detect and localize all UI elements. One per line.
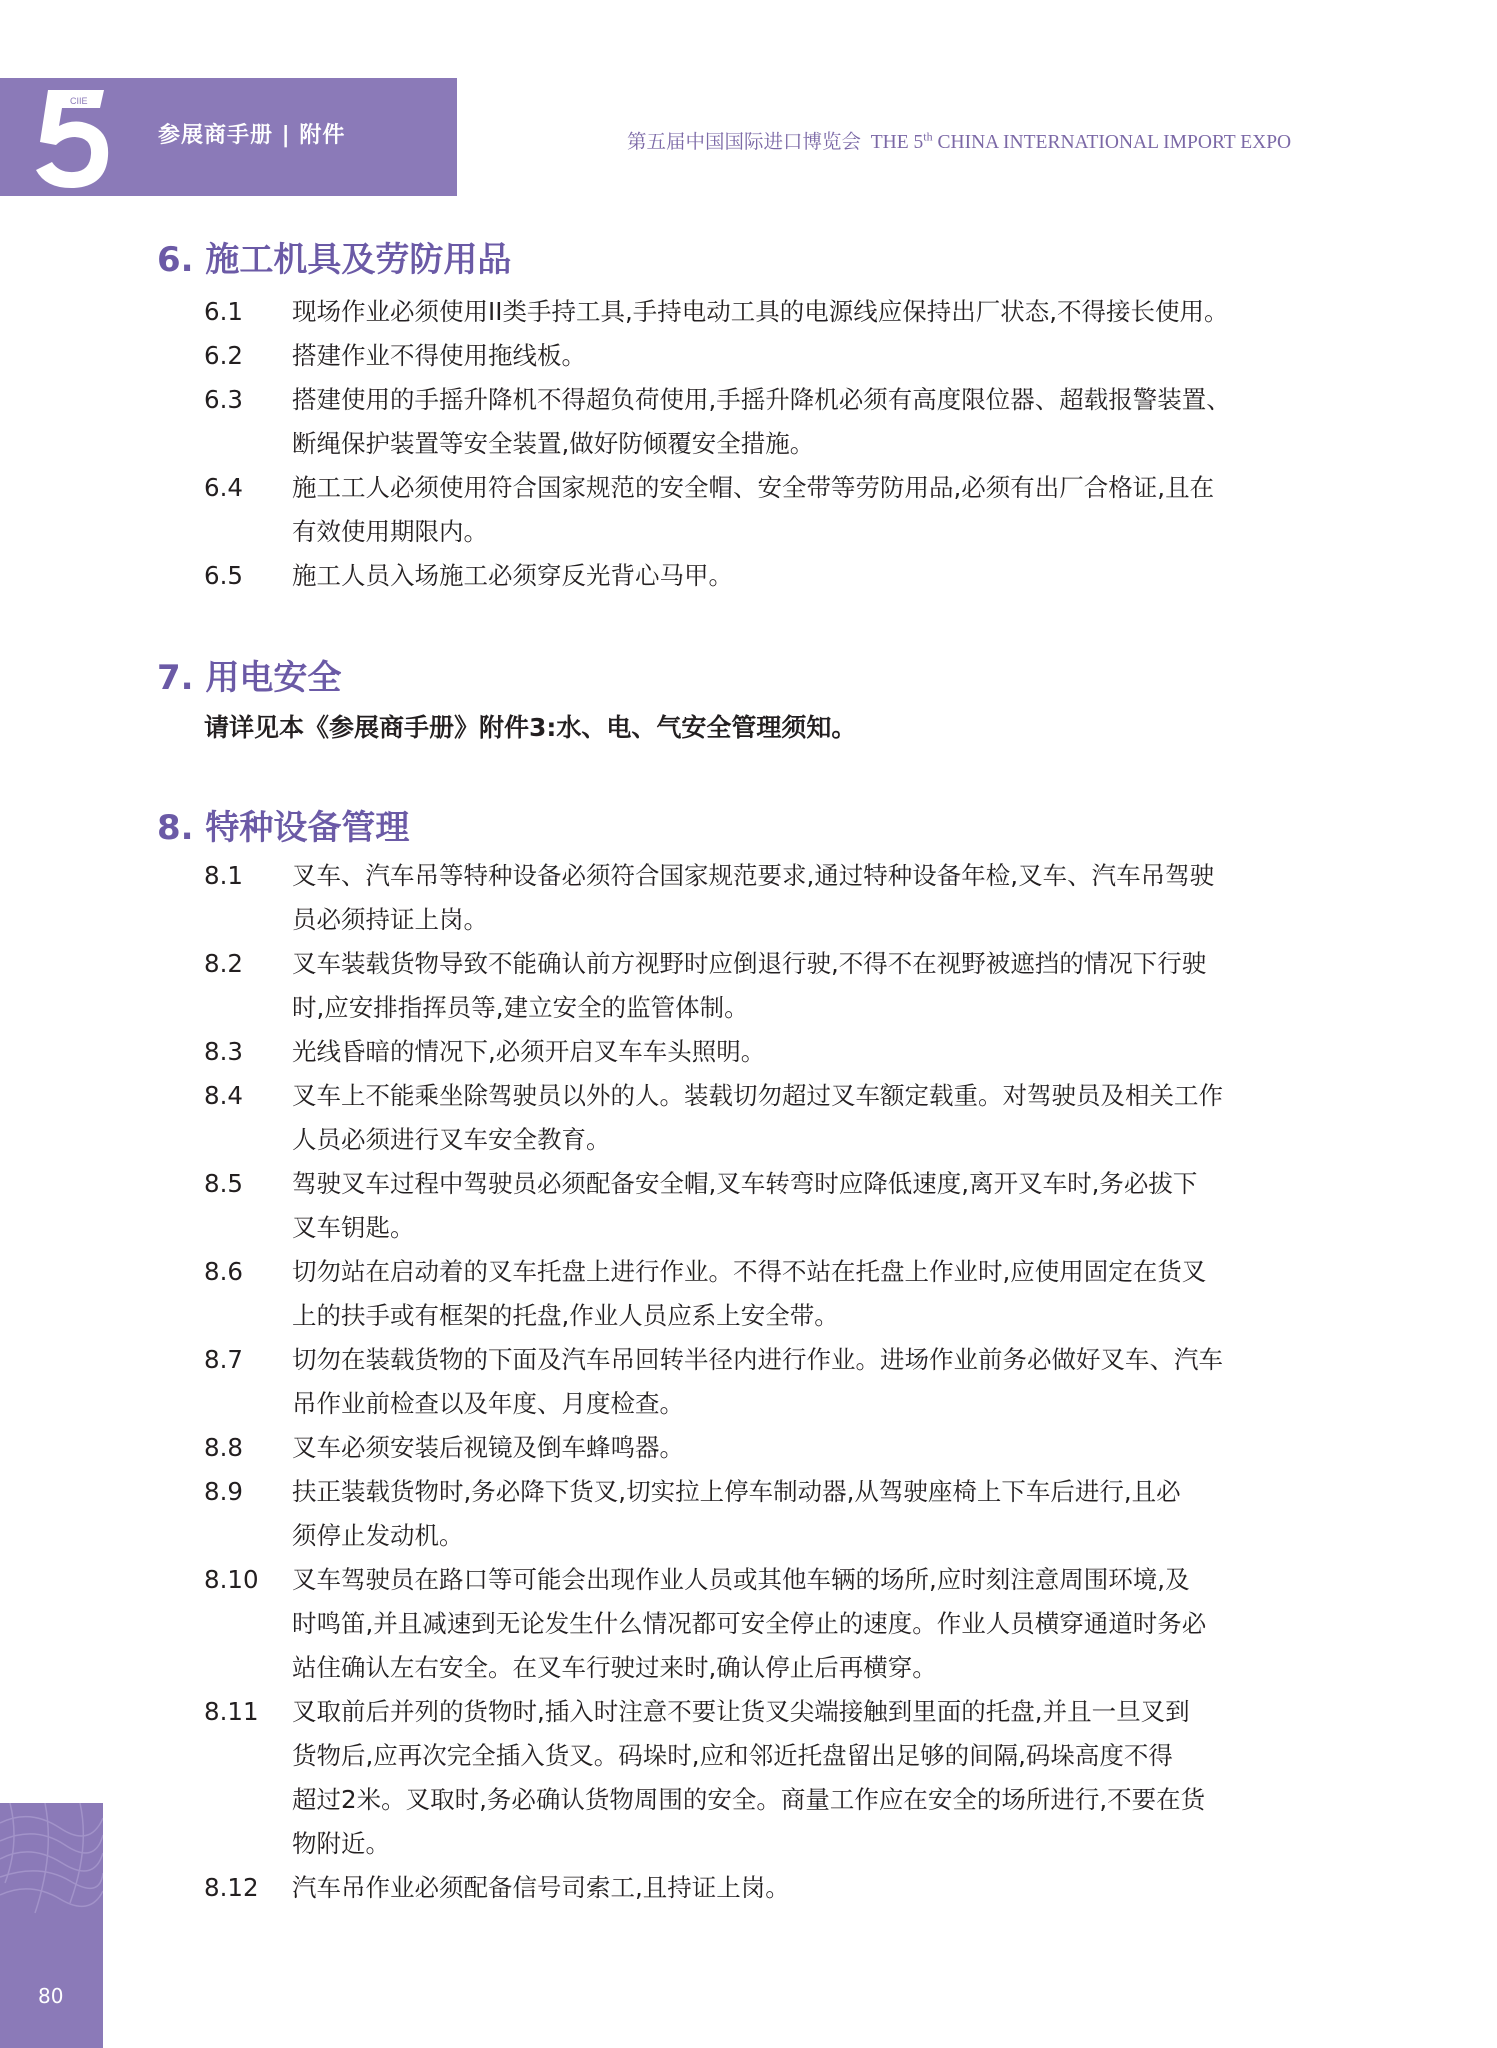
item-number: 8.4 — [204, 1081, 243, 1110]
list-item — [204, 1558, 1344, 1690]
list-item — [204, 1690, 1344, 1866]
item-text: 光线昏暗的情况下,必须开启叉车车头照明。 — [292, 1037, 766, 1066]
item-text: 现场作业必须使用II类手持工具,手持电动工具的电源线应保持出厂状态,不得接长使用。 — [292, 297, 1229, 326]
list-item — [204, 1074, 1344, 1162]
item-text: 须停止发动机。 — [292, 1521, 464, 1550]
item-text: 员必须持证上岗。 — [292, 905, 488, 934]
expo-title — [627, 126, 1345, 154]
list-item — [204, 466, 1344, 554]
item-text: 叉车驾驶员在路口等可能会出现作业人员或其他车辆的场所,应时刻注意周围环境,及 — [292, 1565, 1190, 1594]
expo-title-cn: 第五届中国国际进口博览会 — [627, 132, 862, 153]
list-item — [204, 1030, 1344, 1074]
item-number: 8.3 — [204, 1037, 243, 1066]
item-text: 叉车钥匙。 — [292, 1213, 415, 1242]
item-text: 时鸣笛,并且减速到无论发生什么情况都可安全停止的速度。作业人员横穿通道时务必 — [292, 1609, 1207, 1638]
item-text: 扶正装载货物时,务必降下货叉,切实拉上停车制动器,从驾驶座椅上下车后进行,且必 — [292, 1477, 1181, 1506]
header-band — [0, 78, 457, 196]
ciie-logo-icon — [26, 82, 118, 192]
item-number: 8.10 — [204, 1565, 259, 1594]
document-label: 参展商手册 | 附件 — [158, 123, 346, 148]
item-number: 8.11 — [204, 1697, 259, 1726]
item-number: 8.5 — [204, 1169, 243, 1198]
section-6-title: 6. 施工机具及劳防用品 — [157, 240, 512, 280]
item-text: 驾驶叉车过程中驾驶员必须配备安全帽,叉车转弯时应降低速度,离开叉车时,务必拔下 — [292, 1169, 1198, 1198]
section-8-title: 8. 特种设备管理 — [157, 808, 410, 848]
list-item — [204, 290, 1344, 334]
expo-title-en-sup: th — [923, 129, 933, 144]
item-number: 6.3 — [204, 385, 243, 414]
list-item — [204, 942, 1344, 1030]
item-number: 6.5 — [204, 561, 243, 590]
list-item — [204, 1470, 1344, 1558]
section-8-list — [204, 854, 1344, 1910]
item-text: 上的扶手或有框架的托盘,作业人员应系上安全带。 — [292, 1301, 839, 1330]
item-text: 物附近。 — [292, 1829, 390, 1858]
list-item — [204, 854, 1344, 942]
item-text: 站住确认左右安全。在叉车行驶过来时,确认停止后再横穿。 — [292, 1653, 937, 1682]
item-text: 超过2米。叉取时,务必确认货物周围的安全。商量工作应在安全的场所进行,不要在货 — [292, 1785, 1206, 1814]
item-text: 搭建使用的手摇升降机不得超负荷使用,手摇升降机必须有高度限位器、超载报警装置、 — [292, 385, 1231, 414]
item-number: 6.2 — [204, 341, 243, 370]
side-strip — [0, 1803, 103, 2048]
item-text: 断绳保护装置等安全装置,做好防倾覆安全措施。 — [292, 429, 815, 458]
list-item — [204, 554, 1344, 598]
section-6-list — [204, 290, 1344, 598]
item-number: 8.9 — [204, 1477, 243, 1506]
list-item — [204, 1426, 1344, 1470]
list-item — [204, 1250, 1344, 1338]
item-text: 施工工人必须使用符合国家规范的安全帽、安全带等劳防用品,必须有出厂合格证,且在 — [292, 473, 1215, 502]
item-text: 切勿在装载货物的下面及汽车吊回转半径内进行作业。进场作业前务必做好叉车、汽车 — [292, 1345, 1223, 1374]
item-number: 8.8 — [204, 1433, 243, 1462]
svg-text:CIIE: CIIE — [70, 96, 88, 106]
list-item — [204, 334, 1344, 378]
item-text: 人员必须进行叉车安全教育。 — [292, 1125, 611, 1154]
item-number: 6.1 — [204, 297, 243, 326]
item-text: 施工人员入场施工必须穿反光背心马甲。 — [292, 561, 733, 590]
item-text: 切勿站在启动着的叉车托盘上进行作业。不得不站在托盘上作业时,应使用固定在货叉 — [292, 1257, 1207, 1286]
item-number: 8.6 — [204, 1257, 243, 1286]
expo-title-en-prefix: THE 5 — [870, 132, 924, 153]
item-text: 叉车装载货物导致不能确认前方视野时应倒退行驶,不得不在视野被遮挡的情况下行驶 — [292, 949, 1207, 978]
wave-pattern-icon — [0, 1803, 103, 2048]
item-text: 叉车、汽车吊等特种设备必须符合国家规范要求,通过特种设备年检,叉车、汽车吊驾驶 — [292, 861, 1215, 890]
item-number: 8.2 — [204, 949, 243, 978]
list-item — [204, 378, 1344, 466]
list-item — [204, 1162, 1344, 1250]
item-text: 有效使用期限内。 — [292, 517, 488, 546]
expo-title-en-suffix: CHINA INTERNATIONAL IMPORT EXPO — [937, 132, 1292, 153]
section-7-note: 请详见本《参展商手册》附件3:水、电、气安全管理须知。 — [204, 713, 857, 742]
item-number: 8.12 — [204, 1873, 259, 1902]
list-item — [204, 1866, 1344, 1910]
item-text: 叉车上不能乘坐除驾驶员以外的人。装载切勿超过叉车额定载重。对驾驶员及相关工作 — [292, 1081, 1223, 1110]
item-number: 8.7 — [204, 1345, 243, 1374]
item-text: 货物后,应再次完全插入货叉。码垛时,应和邻近托盘留出足够的间隔,码垛高度不得 — [292, 1741, 1173, 1770]
item-text: 叉车必须安装后视镜及倒车蜂鸣器。 — [292, 1433, 684, 1462]
page-number: 80 — [38, 1984, 64, 2008]
item-text: 搭建作业不得使用拖线板。 — [292, 341, 586, 370]
item-text: 汽车吊作业必须配备信号司索工,且持证上岗。 — [292, 1873, 790, 1902]
item-number: 8.1 — [204, 861, 243, 890]
item-number: 6.4 — [204, 473, 243, 502]
item-text: 叉取前后并列的货物时,插入时注意不要让货叉尖端接触到里面的托盘,并且一旦叉到 — [292, 1697, 1190, 1726]
item-text: 吊作业前检查以及年度、月度检查。 — [292, 1389, 684, 1418]
list-item — [204, 1338, 1344, 1426]
section-7-title: 7. 用电安全 — [157, 658, 342, 698]
item-text: 时,应安排指挥员等,建立安全的监管体制。 — [292, 993, 749, 1022]
